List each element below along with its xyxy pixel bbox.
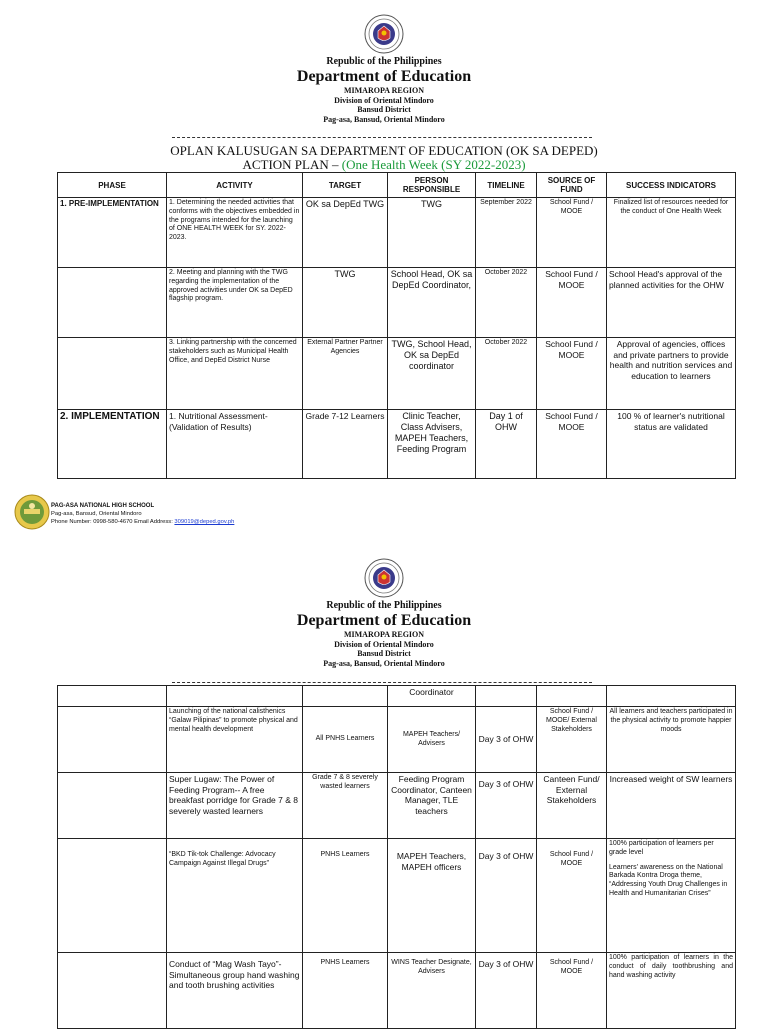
target-cell: TWG [303,268,388,338]
table-row [58,773,736,839]
activity-cell: 3. Linking partnership with the concerned stakeholders such as Municipal Health Office, and DepEd District Nurse [167,338,303,410]
activity-cell [167,686,303,707]
department-name: Department of Education [296,68,472,85]
timeline-cell: October 2022 [476,268,537,338]
school-name: PAG-ASA NATIONAL HIGH SCHOOL [51,503,155,509]
phase-cell [58,953,167,1029]
timeline-cell: Day 1 of OHW [476,410,537,479]
header-divider [172,137,592,138]
activity-cell: 1. Determining the needed activities that conforms with the objectives embedded in the programs intended for the launching of ONE HEALTH WEEK for SY. 2022-2023. [167,198,303,268]
table-header-row [58,173,736,198]
division-line: Division of Oriental Mindoro [334,95,434,105]
column-header-indicators: SUCCESS INDICATORS [607,173,736,198]
person-cell: WINS Teacher Designate, Advisers [388,953,476,1029]
fund-cell: School Fund / MOOE [537,268,607,338]
school-address: Pag-asa, Bansud, Oriental Mindoro [51,511,142,517]
timeline-cell: Day 3 of OHW [476,953,537,1029]
email-link[interactable]: 309019@deped.gov.ph [174,519,235,525]
table-row [58,686,736,707]
letterhead [0,56,768,124]
phase-cell: 1. PRE-IMPLEMENTATION [58,198,167,268]
person-cell: TWG [388,198,476,268]
indicator-participation: 100% participation of learners per grade level [609,840,714,856]
timeline-cell: October 2022 [476,338,537,410]
target-cell: OK sa DepEd TWG [303,198,388,268]
target-cell: PNHS Learners [303,953,388,1029]
column-header-timeline: TIMELINE [476,173,537,198]
title-line-2-highlight: (One Health Week (SY 2022-2023) [341,157,526,172]
region-line: MIMAROPA REGION [343,86,425,95]
indicator-cell: All learners and teachers participated in the physical activity to promote happier moods [607,707,736,773]
activity-cell: Conduct of “Mag Wash Tayo”- Simultaneous group hand washing and tooth brushing activities [167,953,303,1029]
person-cell: School Head, OK sa DepEd Coordinator, [388,268,476,338]
target-cell: Grade 7-12 Learners [303,410,388,479]
activity-cell: 1. Nutritional Assessment- (Validation of Results) [167,410,303,479]
action-plan-table-continued [57,685,736,1029]
activity-cell: Super Lugaw: The Power of Feeding Program-- A free breakfast porridge for Grade 7 & 8 severely wasted learners [167,773,303,839]
phase-cell [58,839,167,953]
person-cell: TWG, School Head, OK sa DepEd coordinator [388,338,476,410]
fund-cell: Canteen Fund/ External Stakeholders [537,773,607,839]
target-cell [303,686,388,707]
column-header-target: TARGET [303,173,388,198]
indicator-cell: School Head's approval of the planned activities for the OHW [607,268,736,338]
table-row [58,338,736,410]
title-line-2-prefix: ACTION PLAN – [242,157,342,172]
indicator-cell: 100% participation of learners in the conduct of daily toothbrushing and hand washing activity [607,953,736,1029]
title-line-1: OPLAN KALUSUGAN SA DEPARTMENT OF EDUCATION (OK SA DEPED) [170,143,598,158]
deped-seal [364,14,404,54]
phase-cell [58,268,167,338]
fund-cell: School Fund / MOOE [537,839,607,953]
phase-cell: 2. IMPLEMENTATION [58,410,167,479]
republic-line: Republic of the Philippines [326,600,442,611]
fund-cell: School Fund / MOOE/ External Stakeholders [537,707,607,773]
target-cell: External Partner Partner Agencies [303,338,388,410]
phase-cell [58,707,167,773]
table-row [58,198,736,268]
region-line: MIMAROPA REGION [343,630,425,639]
fund-cell: School Fund / MOOE [537,410,607,479]
school-logo [14,494,50,530]
indicator-cell [607,686,736,707]
target-cell: PNHS Learners [303,839,388,953]
person-cell: Feeding Program Coordinator, Canteen Manager, TLE teachers [388,773,476,839]
address-line: Pag-asa, Bansud, Oriental Mindoro [323,114,445,124]
column-header-activity: ACTIVITY [167,173,303,198]
republic-line: Republic of the Philippines [326,56,442,67]
phase-cell [58,338,167,410]
district-line: Bansud District [357,105,411,114]
document-title [0,144,768,172]
indicator-cell: 100 % of learner's nutritional status are validated [607,410,736,479]
contact-prefix: Phone Number: 0998-580-4670 Email Address: [51,519,175,525]
table-row [58,268,736,338]
indicator-cell [607,839,736,953]
table-row [58,839,736,953]
fund-cell: School Fund / MOOE [537,338,607,410]
title-line-2 [0,158,768,172]
fund-cell: School Fund / MOOE [537,198,607,268]
indicator-cell: Approval of agencies, offices and private partners to provide health and nutrition services and education to learners [607,338,736,410]
fund-cell [537,686,607,707]
timeline-cell: Day 3 of OHW [476,839,537,953]
deped-seal [364,558,404,598]
table-row [58,410,736,479]
department-name: Department of Education [296,612,472,629]
indicator-awareness: Learners' awareness on the National Barkada Kontra Droga theme, “Addressing Youth Drug Challenges in Health and Humanitarian Crises” [609,863,728,897]
school-footer [14,494,414,534]
phase-cell [58,686,167,707]
timeline-cell [476,686,537,707]
column-header-fund: SOURCE OF FUND [537,173,607,198]
district-line: Bansud District [357,649,411,658]
target-cell: Grade 7 & 8 severely wasted learners [303,773,388,839]
timeline-cell: Day 3 of OHW [476,773,537,839]
division-line: Division of Oriental Mindoro [334,639,434,649]
timeline-cell: September 2022 [476,198,537,268]
fund-cell: School Fund / MOOE [537,953,607,1029]
activity-cell: Launching of the national calisthenics “Galaw Pilipinas” to promote physical and mental health development [167,707,303,773]
indicator-cell: Increased weight of SW learners [607,773,736,839]
target-cell: All PNHS Learners [303,707,388,773]
activity-cell: 2. Meeting and planning with the TWG regarding the implementation of the approved activities under OK sa DepED flagship program. [167,268,303,338]
activity-cell: “BKD Tik-tok Challenge: Advocacy Campaign Against Illegal Drugs” [167,839,303,953]
header-divider [172,682,592,683]
timeline-cell: Day 3 of OHW [476,707,537,773]
school-contact [51,518,234,526]
person-cell: MAPEH Teachers, MAPEH officers [388,839,476,953]
address-line: Pag-asa, Bansud, Oriental Mindoro [323,658,445,668]
table-row [58,953,736,1029]
person-cell: Clinic Teacher, Class Advisers, MAPEH Teachers, Feeding Program [388,410,476,479]
column-header-person: PERSON RESPONSIBLE [388,173,476,198]
person-cell: MAPEH Teachers/ Advisers [388,707,476,773]
column-header-phase: PHASE [58,173,167,198]
indicator-cell: Finalized list of resources needed for the conduct of One Health Week [607,198,736,268]
phase-cell [58,773,167,839]
person-cell: Coordinator [388,686,476,707]
action-plan-table [57,172,736,479]
table-row [58,707,736,773]
letterhead [0,600,768,668]
footer-text [51,502,234,526]
